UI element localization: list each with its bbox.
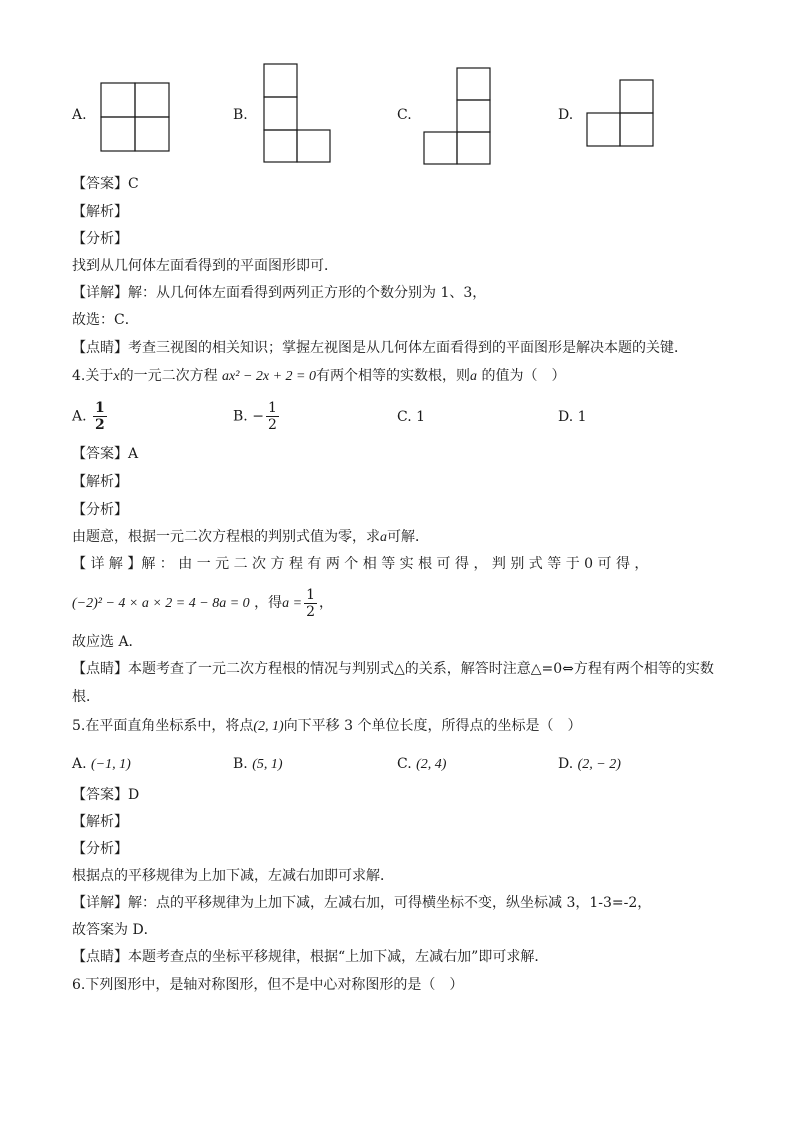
- comment-label: 【点睛】: [72, 661, 128, 677]
- q5-option-a: [72, 755, 131, 774]
- point: (2, 1): [253, 719, 284, 734]
- q5-option-b: [233, 755, 283, 774]
- q4-calc-line: [72, 586, 333, 621]
- q4-detail-line: [72, 555, 648, 573]
- stem-part: 的值为（ ）: [481, 368, 566, 384]
- option-c-label: C.: [397, 107, 412, 123]
- answer-value: C: [128, 176, 139, 192]
- option-letter: B.: [233, 408, 248, 425]
- square: [135, 83, 169, 117]
- stem-part: 向下平移 3 个单位长度，所得点的坐标是（ ）: [283, 718, 582, 734]
- minus-sign: −: [252, 408, 264, 425]
- option-letter: A.: [72, 408, 87, 425]
- numerator: 1: [95, 400, 105, 416]
- q5-comment-line: [72, 948, 548, 966]
- variable-a: a: [380, 530, 387, 545]
- option-b-label: B.: [233, 107, 248, 123]
- result-lhs: a =: [282, 596, 303, 611]
- q4-conclusion: 故应选 A．: [72, 634, 143, 650]
- q5-conclusion: 故答案为 D．: [72, 922, 158, 938]
- option-letter: D.: [558, 756, 574, 772]
- option-value: (5, 1): [252, 757, 283, 772]
- square: [264, 64, 297, 97]
- q5-fenxi-label: 【分析】: [72, 841, 128, 857]
- square: [620, 80, 653, 113]
- stem-part: 有两个相等的实数根，则: [316, 368, 470, 384]
- variable-a: a: [470, 369, 477, 384]
- detail-text: 解：点的平移规律为上加下减，左减右加，可得横坐标不变，纵坐标减 3，1-3=-2，: [128, 895, 652, 911]
- comment-text: 本题考查点的坐标平移规律，根据“上加下减，左减右加”即可求解．: [128, 949, 549, 965]
- fenxi-part: 可解．: [387, 529, 429, 545]
- q4-stem: [72, 367, 565, 386]
- q4-fenxi-label: 【分析】: [72, 502, 128, 518]
- denominator: 2: [306, 603, 315, 620]
- option-letter: C.: [397, 756, 412, 772]
- answer-value: D: [128, 787, 140, 803]
- square: [424, 132, 457, 164]
- q4-option-b: [233, 400, 281, 433]
- q3-fenxi-text: 找到从几何体左面看得到的平面图形即可．: [72, 258, 338, 274]
- option-value: (2, 4): [416, 757, 447, 772]
- q4-comment-cont: 根．: [72, 689, 100, 705]
- detail-text: 解：从几何体左面看得到两列正方形的个数分别为 1、3，: [128, 285, 487, 301]
- option-d-figure: [586, 79, 656, 149]
- option-a-label: A.: [72, 107, 87, 123]
- q4-option-c: C. 1: [397, 409, 426, 425]
- option-b-figure: [263, 63, 333, 163]
- calc-text: ，得: [254, 595, 283, 611]
- q3-analysis-label: 【解析】: [72, 204, 128, 220]
- fraction: [93, 400, 107, 433]
- q4-comment-line: [72, 660, 714, 678]
- q5-analysis-label: 【解析】: [72, 814, 128, 830]
- option-letter: A.: [72, 756, 87, 772]
- q5-fenxi-text: 根据点的平移规律为上加下减，左减右加即可求解．: [72, 868, 394, 884]
- q6-stem: 6.下列图形中，是轴对称图形，但不是中心对称图形的是（ ）: [72, 977, 464, 993]
- square: [101, 83, 135, 117]
- q4-analysis-label: 【解析】: [72, 474, 128, 490]
- q5-answer-line: [72, 786, 139, 804]
- fenxi-part: 由题意，根据一元二次方程根的判别式值为零，求: [72, 529, 380, 545]
- detail-label: 【详解】: [72, 895, 128, 911]
- option-d-label: D.: [558, 107, 574, 123]
- answer-label: 【答案】: [72, 176, 128, 192]
- q4-fenxi-text: [72, 528, 429, 547]
- answer-value: A: [128, 446, 139, 462]
- q3-answer-line: [72, 175, 139, 193]
- q3-detail-line: [72, 284, 486, 302]
- option-value: (2, − 2): [577, 757, 621, 772]
- denominator: 2: [267, 417, 277, 433]
- option-a-figure: [100, 82, 170, 152]
- denominator: 2: [95, 417, 105, 433]
- square: [135, 117, 169, 151]
- option-c-figure: [423, 67, 493, 167]
- option-letter: B.: [233, 756, 248, 772]
- answer-label: 【答案】: [72, 446, 128, 462]
- q5-stem: [72, 717, 582, 736]
- calculation: (−2)² − 4 × a × 2 = 4 − 8a = 0: [72, 596, 250, 611]
- detail-label: 【详解】: [72, 285, 128, 301]
- variable-x: x: [113, 369, 120, 384]
- comment-label: 【点睛】: [72, 340, 128, 356]
- q5-detail-line: [72, 894, 651, 912]
- q4-option-a: [72, 400, 109, 433]
- q4-option-d: D. 1: [558, 409, 587, 425]
- answer-label: 【答案】: [72, 787, 128, 803]
- calc-text: ，: [318, 595, 333, 611]
- q4-answer-line: [72, 445, 138, 463]
- q5-option-d: [558, 755, 621, 774]
- fraction: [266, 400, 279, 433]
- square: [457, 100, 490, 132]
- q3-comment-line: [72, 339, 688, 357]
- result-fraction: [304, 587, 317, 620]
- q5-option-c: [397, 755, 446, 774]
- comment-text: 本题考查了一元二次方程根的情况与判别式△的关系，解答时注意△=0⇔方程有两个相等的实数: [128, 661, 714, 677]
- option-value: (−1, 1): [91, 757, 131, 772]
- square: [620, 113, 653, 146]
- stem-part: 5.在平面直角坐标系中，将点: [72, 718, 254, 734]
- stem-part: 的一元二次方程: [119, 368, 218, 384]
- square: [457, 132, 490, 164]
- comment-label: 【点睛】: [72, 949, 128, 965]
- square: [297, 130, 330, 162]
- detail-label: 【 详 解 】: [72, 556, 142, 572]
- square: [101, 117, 135, 151]
- comment-text: 考查三视图的相关知识；掌握左视图是从几何体左面看得到的平面图形是解决本题的关键．: [128, 340, 688, 356]
- square: [264, 97, 297, 130]
- stem-part: 4.关于: [72, 368, 114, 384]
- numerator: 1: [306, 586, 315, 603]
- square: [457, 68, 490, 100]
- detail-text: 解 ： 由 一 元 二 次 方 程 有 两 个 相 等 实 根 可 得 ， 判 别 式 等 于 0 可 得 ，: [141, 556, 649, 572]
- square: [264, 130, 297, 162]
- equation: ax² − 2x + 2 = 0: [222, 369, 316, 384]
- square: [587, 113, 620, 146]
- q3-fenxi-label: 【分析】: [72, 231, 128, 247]
- numerator: 1: [267, 400, 277, 416]
- q3-conclusion: 故选：C．: [72, 312, 139, 328]
